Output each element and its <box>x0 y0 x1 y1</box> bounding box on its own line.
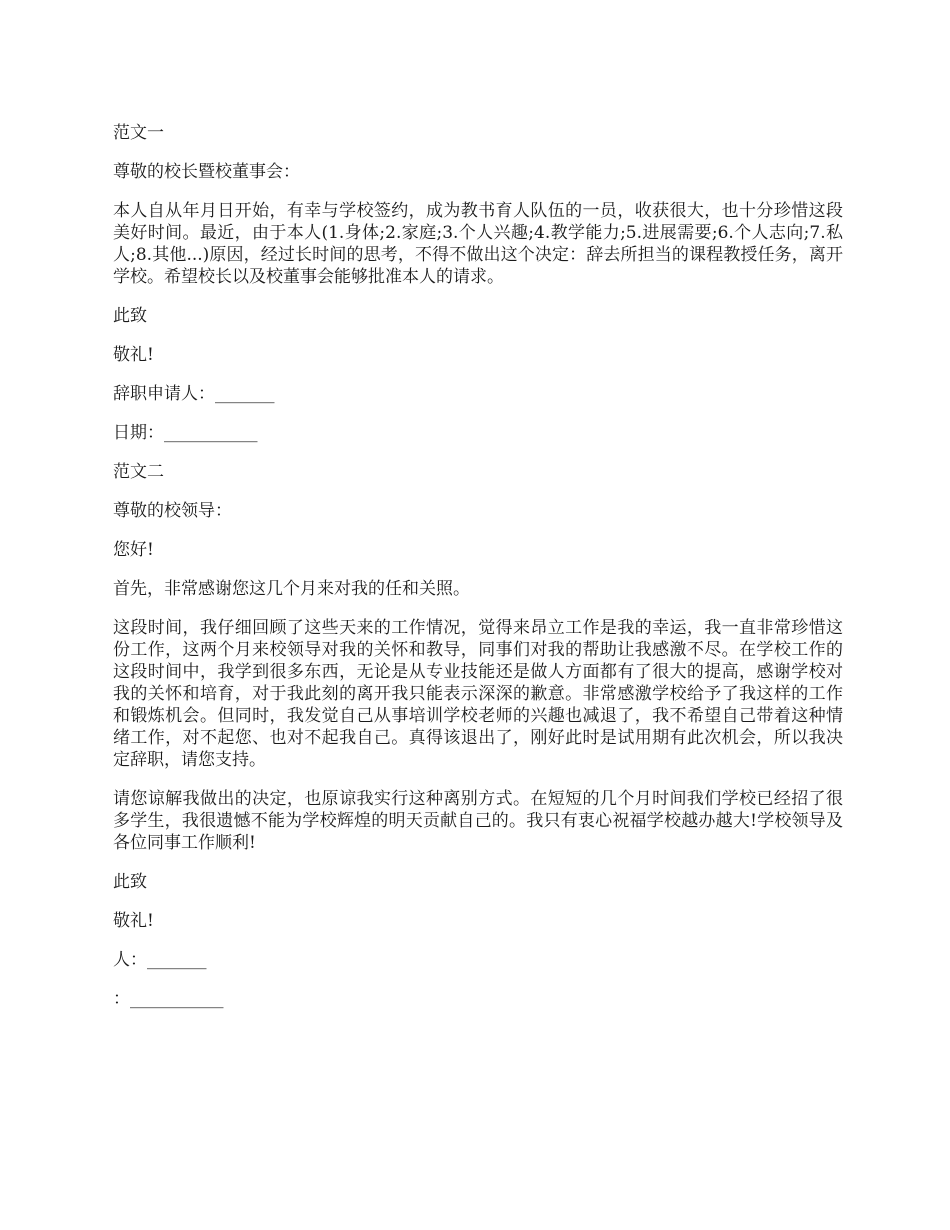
closing-jingli-two: 敬礼! <box>113 911 154 931</box>
closing-jingli: 敬礼! <box>113 345 154 365</box>
body-paragraph-reflection: 这段时间，我仔细回顾了这些天来的工作情况，觉得来昂立工作是我的幸运，我一直非常珍惜这份工作，这两个月来校领导对我的关怀和教导，同事们对我的帮助让我感激不尽。在学校工作的这段时间中，我学到很多东西，无论是从专业技能还是做人方面都有了很大的提高，感谢学校对我的关怀和培育，对于我此刻的离开我只能表示深深的歉意。非常感激学校给予了我这样的工作和锻炼机会。但同时，我发觉自己从事培训学校老师的兴趣也减退了，我不希望自己带着这种情绪工作，对不起您、也对不起我自己。真得该退出了，刚好此时是试用期有此次机会，所以我决定辞职，请您支持。 <box>113 618 843 770</box>
body-paragraph-apology: 请您谅解我做出的决定，也原谅我实行这种离别方式。在短短的几个月时间我们学校已经招了很多学生，我很遗憾不能为学校辉煌的明天贡献自己的。我只有衷心祝福学校越办越大!学校领导及各位同事工作顺利! <box>113 789 843 853</box>
closing-cizhi-two: 此致 <box>113 872 147 892</box>
salutation-principal-board: 尊敬的校长暨校董事会： <box>113 162 300 182</box>
signature-line-two: 人：_______ <box>113 950 207 970</box>
document-page <box>113 122 843 1027</box>
heading-sample-two: 范文二 <box>113 462 164 482</box>
closing-cizhi: 此致 <box>113 306 147 326</box>
heading-sample-one: 范文一 <box>113 123 164 143</box>
applicant-signature-line: 辞职申请人：_______ <box>113 384 275 404</box>
body-paragraph-thanks: 首先，非常感谢您这几个月来对我的任和关照。 <box>113 579 470 599</box>
date-line-two: ：___________ <box>113 989 224 1009</box>
date-line: 日期：___________ <box>113 423 258 443</box>
greeting-hello: 您好! <box>113 540 154 560</box>
salutation-school-leaders: 尊敬的校领导： <box>113 501 232 521</box>
body-paragraph-resignation-one: 本人自从年月日开始，有幸与学校签约，成为教书育人队伍的一员，收获很大，也十分珍惜这段美好时间。最近，由于本人(1.身体;2.家庭;3.个人兴趣;4.教学能力;5.进展需要;6.个人志向;7.私人;8.其他...)原因，经过长时间的思考，不得不做出这个决定：辞去所担当的课程教授任务，离开学校。希望校长以及校董事会能够批准本人的请求。 <box>113 201 843 287</box>
